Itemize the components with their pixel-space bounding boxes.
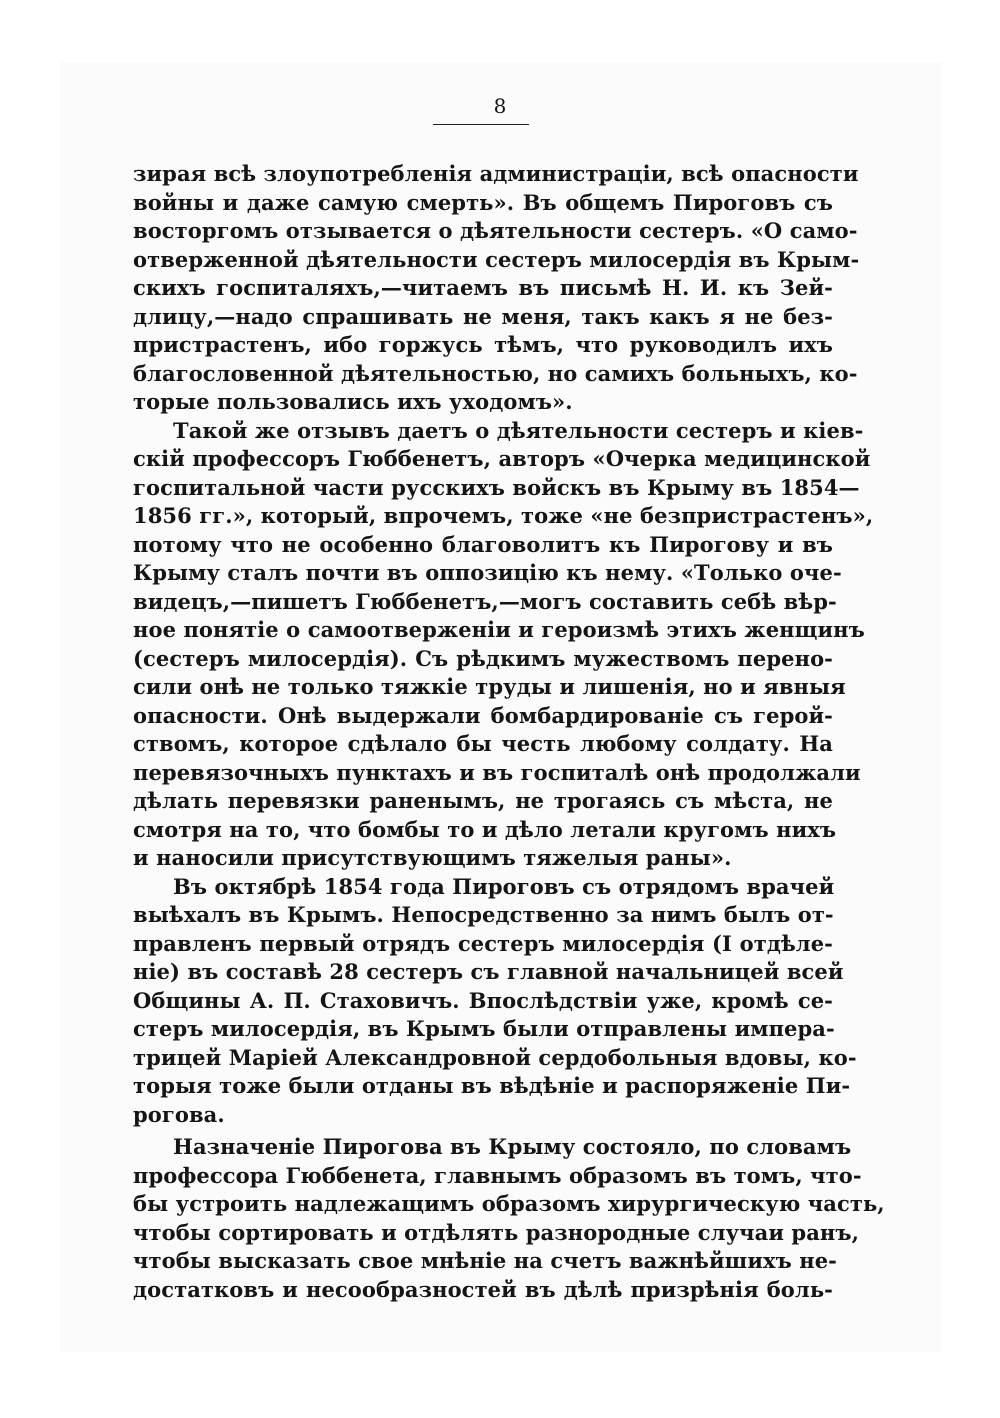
text-line: видецъ,—пишетъ Гюббенетъ,—могъ составить себѣ вѣр- xyxy=(133,588,837,614)
text-line: стеръ милосердія, въ Крымъ были отправлены импера- xyxy=(133,1016,835,1041)
text-line: скихъ госпиталяхъ,—читаемъ въ письмѣ Н. И. къ Зей- xyxy=(133,275,833,300)
text-line: госпитальной части русскихъ войскъ въ Крыму въ 1854— xyxy=(133,474,860,500)
text-line: выѣхалъ въ Крымъ. Непосредственно за нимъ былъ от- xyxy=(133,902,834,927)
text-line: восторгомъ отзывается о дѣятельности сестеръ. «О само- xyxy=(133,218,858,243)
text-line: перевязочныхъ пунктахъ и въ госпиталѣ онѣ продолжали xyxy=(133,759,861,785)
page-number: 8 xyxy=(493,94,507,118)
text-line: отверженной дѣятельности сестеръ милосердія въ Крым- xyxy=(133,246,860,272)
text-line: ніе) въ составѣ 28 сестеръ съ главной начальницей всей xyxy=(133,959,844,984)
paragraph xyxy=(133,1133,885,1304)
text-line: зирая всѣ злоупотребленія администраціи, всѣ опасности xyxy=(133,161,859,186)
text-line: (сестеръ милосердія). Съ рѣдкимъ мужествомъ перено- xyxy=(133,645,833,671)
header-rule xyxy=(433,124,529,125)
text-line: торыя тоже были отданы въ вѣдѣніе и распоряженіе Пи- xyxy=(133,1073,851,1098)
text-line: Въ октябрѣ 1854 года Пироговъ съ отрядомъ врачей xyxy=(173,873,835,899)
text-line: войны и даже самую смерть». Въ общемъ Пироговъ съ xyxy=(133,189,833,215)
text-line: достатковъ и несообразностей въ дѣлѣ призрѣнія боль- xyxy=(133,1276,833,1302)
text-line: 1856 гг.», который, впрочемъ, тоже «не безпристрастенъ», xyxy=(133,503,874,528)
text-line: рогова. xyxy=(133,1101,225,1127)
text-line: Общины А. П. Стаховичъ. Впослѣдствіи уже, кромѣ се- xyxy=(133,987,833,1013)
text-line: торые пользовались ихъ уходомъ». xyxy=(133,389,573,414)
paragraph xyxy=(133,417,874,873)
text-line: потому что не особенно благоволитъ къ Пирогову и въ xyxy=(133,531,833,557)
text-line: скiй профессоръ Гюббенетъ, авторъ «Очерка медицинской xyxy=(133,446,871,471)
text-line: длицу,—надо спрашивать не меня, такъ какъ я не без- xyxy=(133,303,833,329)
text-line: благословенной дѣятельностью, но самихъ больныхъ, ко- xyxy=(133,360,858,386)
text-line: сили онѣ не только тяжкіе труды и лишенія, но и явныя xyxy=(133,674,846,699)
text-line: трицей Маріей Александровной сердобольныя вдовы, ко- xyxy=(133,1044,857,1070)
text-line: ное понятіе о самоотверженіи и героизмѣ этихъ женщинъ xyxy=(133,617,865,642)
text-line: правленъ первый отрядъ сестеръ милосердія (I отдѣле- xyxy=(133,930,833,956)
text-line: бы устроить надлежащимъ образомъ хирургическую часть, xyxy=(133,1191,885,1216)
text-line: профессора Гюббенета, главнымъ образомъ въ томъ, что- xyxy=(133,1162,862,1188)
text-line: Крыму сталъ почти въ оппозицію къ нему. «Только оче- xyxy=(133,560,842,585)
paragraph xyxy=(133,873,857,1130)
text-line: ствомъ, которое сдѣлало бы честь любому солдату. На xyxy=(133,731,833,756)
body-text xyxy=(133,160,885,1304)
text-line: и наносили присутствующимъ тяжелыя раны». xyxy=(133,845,732,870)
text-line: дѣлать перевязки раненымъ, не трогаясь съ мѣста, не xyxy=(133,788,833,813)
paragraph xyxy=(133,160,860,417)
text-line: смотря на то, что бомбы то и дѣло летали кругомъ нихъ xyxy=(133,816,837,842)
text-line: чтобы высказать свое мнѣніе на счетъ важнѣйшихъ не- xyxy=(133,1248,837,1273)
text-line: пристрастенъ, ибо горжусь тѣмъ, что руководилъ ихъ xyxy=(133,332,833,357)
text-line: чтобы сортировать и отдѣлять разнородные случаи ранъ, xyxy=(133,1219,859,1245)
text-line: опасности. Онѣ выдержали бомбардированіе съ герой- xyxy=(133,702,833,728)
text-line: Такой же отзывъ даетъ о дѣятельности сестеръ и кiев- xyxy=(173,417,864,443)
text-line: Назначеніе Пирогова въ Крыму состояло, по словамъ xyxy=(173,1134,852,1159)
